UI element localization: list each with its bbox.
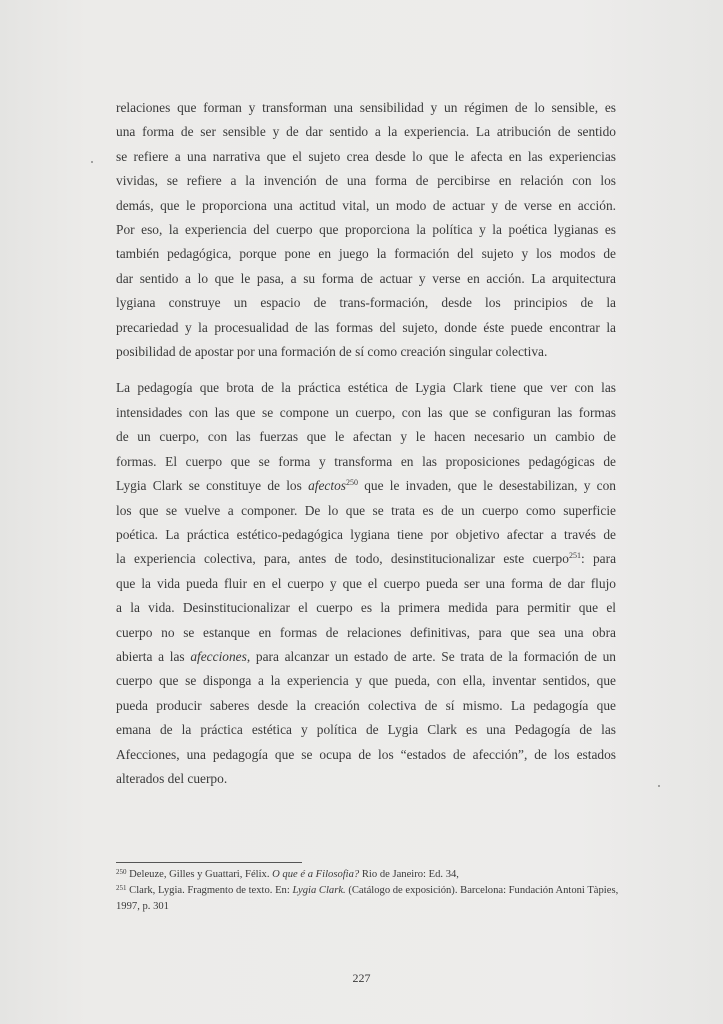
text-run: precariedad y la procesualidad de las formas del sujeto, donde éste puede encontrar la: [116, 319, 616, 335]
text-run: relaciones que forman y transforman una sensibilidad y un régimen de lo sensible, es: [116, 100, 616, 115]
text-line: [116, 621, 616, 645]
text-run: la experiencia colectiva, para, antes de todo, desinstitucionalizar este cuerpo: [116, 551, 569, 567]
dust-speck: [91, 161, 93, 163]
text-line: [116, 547, 616, 571]
text-line: [116, 169, 616, 193]
text-run: a la vida. Desinstitucionalizar el cuerpo es la primera medida para permitir que el: [116, 600, 616, 616]
text-line: [116, 316, 616, 340]
text-line: [116, 694, 616, 718]
text-run: pueda producir saberes desde la creación colectiva de sí mismo. La pedagogía que: [116, 697, 616, 713]
text-run: dar sentido a lo que le pasa, a su forma de actuar y verse en acción. La arquitectura: [116, 270, 616, 286]
italic-text: Lygia Clark.: [292, 885, 346, 896]
text-line: [116, 120, 616, 144]
text-line: [116, 499, 616, 523]
text-run: : para: [580, 551, 617, 567]
text-line: [116, 572, 616, 596]
text-run: una forma de ser sensible y de dar sentido a la experiencia. La atribución de sentido: [116, 124, 616, 140]
text-line: [116, 242, 616, 266]
italic-text: O que é a Filosofia?: [272, 869, 360, 880]
text-line: [116, 376, 616, 400]
text-line: [116, 450, 616, 474]
text-line: [116, 194, 616, 218]
text-run: se refiere a una narrativa que el sujeto crea desde lo que le afecta en las experiencias: [116, 148, 616, 164]
dust-speck: [658, 785, 660, 787]
text-line: [116, 145, 616, 169]
text-line: [116, 767, 616, 791]
text-line: [116, 669, 616, 693]
text-line: [116, 743, 616, 767]
paragraph: [116, 96, 616, 364]
text-line: [116, 267, 616, 291]
footnote: [116, 867, 628, 883]
text-run: formas. El cuerpo que se forma y transforma en las proposiciones pedagógicas de: [116, 453, 616, 469]
text-line: [116, 523, 616, 547]
paragraph: [116, 376, 616, 791]
text-run: intensidades con las que se compone un cuerpo, con las que se configuran las formas: [116, 404, 616, 420]
footnote-number: 250: [116, 868, 127, 876]
text-run: que le invaden, que le desestabilizan, y con: [358, 478, 617, 494]
footnote-number: 251: [116, 884, 127, 892]
text-run: Afecciones, una pedagogía que se ocupa de los “estados de afección”, de los estados: [116, 746, 616, 762]
text-run: cuerpo no se estanque en formas de relaciones definitivas, para que sea una obra: [116, 624, 616, 640]
text-run: lygiana construye un espacio de trans-formación, desde los principios de la: [116, 295, 616, 311]
text-run: Lygia Clark se constituye de los: [116, 478, 309, 494]
text-line: [116, 474, 616, 498]
text-line: [116, 718, 616, 742]
footnote-reference: 251: [568, 551, 581, 561]
text-run: Clark, Lygia. Fragmento de texto. En:: [126, 885, 293, 896]
text-run: que la vida pueda fluir en el cuerpo y que el cuerpo pueda ser una forma de dar flujo: [116, 575, 616, 591]
text-run: cuerpo que se disponga a la experiencia y que pueda, con ella, inventar sentidos, que: [116, 673, 616, 689]
text-run: los que se vuelve a componer. De lo que se trata es de un cuerpo como superficie: [116, 502, 616, 518]
footnote-reference: 250: [346, 478, 358, 488]
text-line: [116, 645, 616, 669]
text-line: [116, 401, 616, 425]
body-text: [116, 96, 616, 791]
text-run: Rio de Janeiro: Ed. 34,: [359, 869, 459, 880]
text-line: [116, 425, 616, 449]
text-run: (Catálogo de exposición). Barcelona: Fundación Antoni Tàpies, 1997, p. 301: [116, 885, 619, 912]
text-line: [116, 96, 616, 120]
text-line: [116, 291, 616, 315]
text-run: abierta a las: [116, 648, 191, 664]
text-line: [116, 218, 616, 242]
text-run: emana de la práctica estética y política de Lygia Clark es una Pedagogía de las: [116, 722, 616, 738]
italic-text: afectos: [308, 478, 346, 494]
text-run: Deleuze, Gilles y Guattari, Félix.: [126, 869, 273, 880]
text-run: demás, que le proporciona una actitud vital, un modo de actuar y de verse en acción.: [116, 197, 616, 213]
text-run: vividas, se refiere a la invención de una forma de percibirse en relación con los: [116, 173, 616, 189]
text-run: de un cuerpo, con las fuerzas que le afectan y le hacen necesario un cambio de: [116, 429, 616, 445]
text-run: posibilidad de apostar por una formación de sí como creación singular colectiva.: [116, 344, 548, 360]
text-line: [116, 596, 616, 620]
text-run: , para alcanzar un estado de arte. Se trata de la formación de un: [246, 648, 616, 664]
text-run: La pedagogía que brota de la práctica estética de Lygia Clark tiene que ver con las: [116, 380, 616, 396]
text-line: [116, 340, 616, 364]
footnote-separator: [116, 862, 302, 863]
footnotes: [116, 867, 628, 915]
page-number: 227: [352, 971, 371, 985]
footnote: [116, 883, 628, 915]
text-run: alterados del cuerpo.: [116, 770, 228, 786]
italic-text: afecciones: [190, 648, 247, 664]
text-run: Por eso, la experiencia del cuerpo que proporciona la política y la poética lygianas es: [116, 222, 616, 238]
text-run: poética. La práctica estético-pedagógica lygiana tiene por objetivo afectar a través de: [116, 526, 616, 542]
text-run: también pedagógica, porque pone en juego la formación del sujeto y los modos de: [116, 246, 616, 262]
